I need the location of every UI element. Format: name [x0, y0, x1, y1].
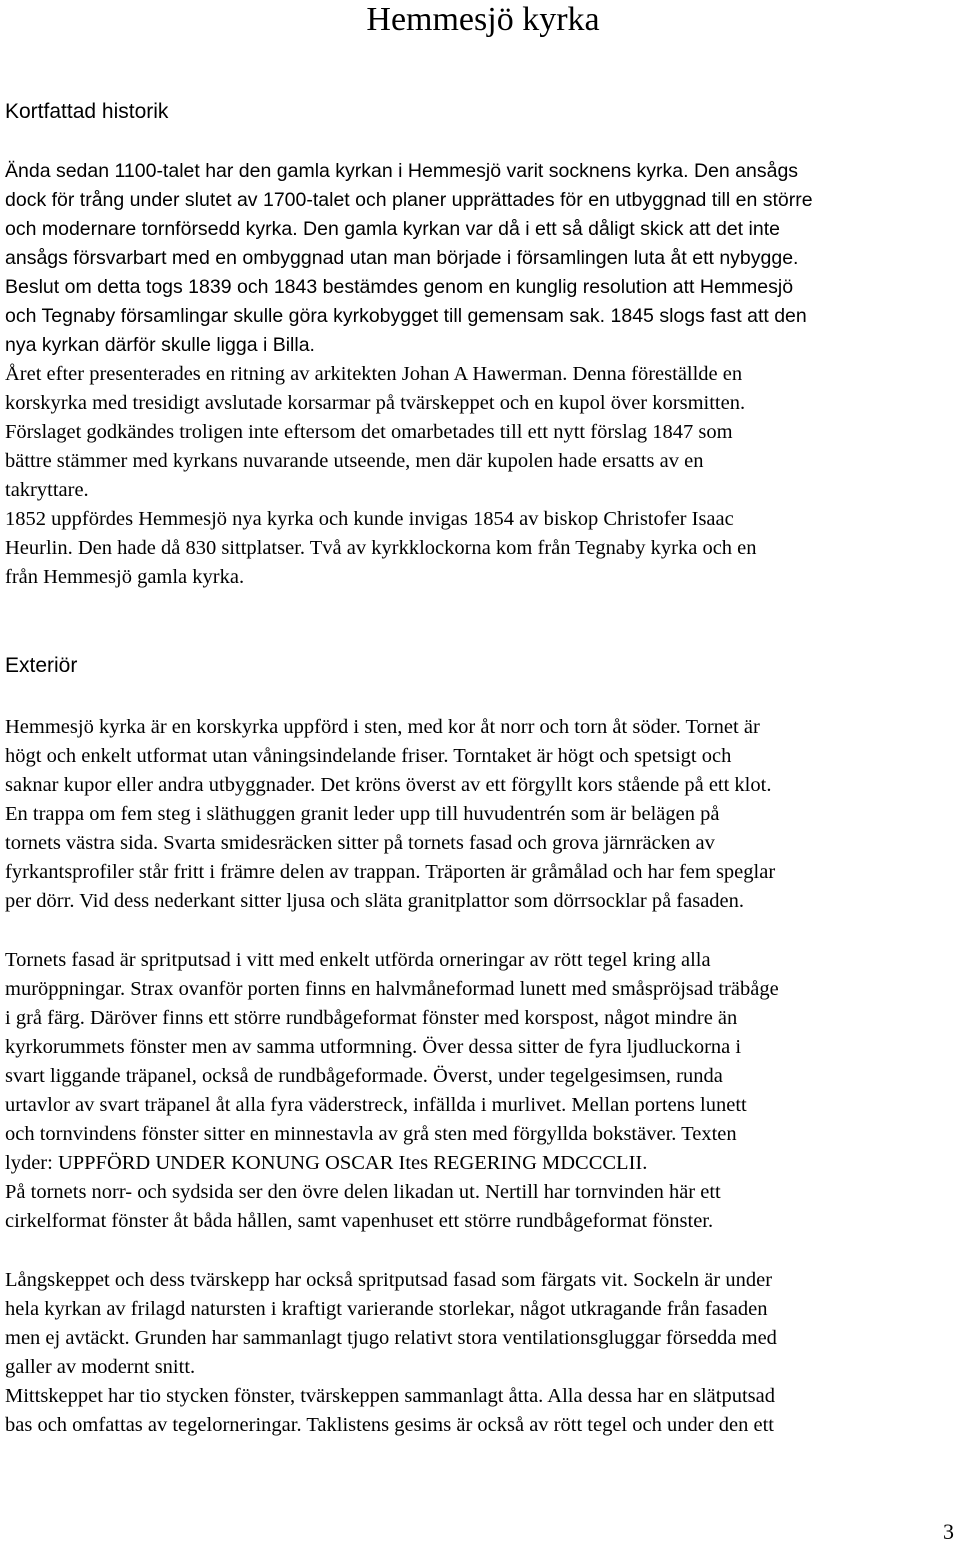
text-line: bättre stämmer med kyrkans nuvarande utseende, men där kupolen hade ersatts av en	[5, 450, 704, 472]
text-line: tornets västra sida. Svarta smidesräcken sitter på tornets fasad och grova järnräcken av	[5, 832, 715, 854]
text-line: Mittskeppet har tio stycken fönster, tvärskeppen sammanlagt åtta. Alla dessa har en slätputsad	[5, 1385, 776, 1407]
text-line: korskyrka med tresidigt avslutade korsarmar på tvärskeppet och en kupol över korsmitten.	[5, 392, 746, 414]
text-line: men ej avtäckt. Grunden har sammanlagt tjugo relativt stora ventilationsgluggar försedda med	[5, 1327, 777, 1349]
text-line: dock för trång under slutet av 1700-talet och planer upprättades för en utbyggnad till en större	[5, 189, 813, 211]
text-line: Heurlin. Den hade då 830 sittplatser. Två av kyrkklockorna kom från Tegnaby kyrka och en	[5, 537, 757, 559]
text-line: svart liggande träpanel, också de rundbågeformade. Överst, under tegelgesimsen, runda	[5, 1065, 723, 1087]
text-line: Hemmesjö kyrka är en korskyrka uppförd i sten, med kor åt norr och torn åt söder. Tornet är	[5, 716, 760, 738]
text-line: nya kyrkan därför skulle ligga i Billa.	[5, 334, 315, 356]
page-title: Hemmesjö kyrka	[366, 1, 600, 38]
text-line: Långskeppet och dess tvärskepp har också spritputsad fasad som färgats vit. Sockeln är under	[5, 1269, 773, 1291]
text-line: i grå färg. Däröver finns ett större rundbågeformat fönster med korspost, något mindre än	[5, 1007, 738, 1029]
paragraph-exterior-2	[5, 946, 779, 1236]
text-line: och modernare tornförsedd kyrka. Den gamla kyrkan var då i ett så dåligt skick att det inte	[5, 218, 780, 240]
text-line: ansågs försvarbart med en ombyggnad utan man började i församlingen luta åt ett nybygge.	[5, 247, 799, 269]
text-line: cirkelformat fönster åt båda hållen, samt vapenhuset ett större rundbågeformat fönster.	[5, 1210, 714, 1232]
text-line: lyder: UPPFÖRD UNDER KONUNG OSCAR Ites REGERING MDCCCLII.	[5, 1152, 648, 1174]
page-number: 3	[943, 1519, 954, 1544]
paragraph-exterior-3	[5, 1266, 777, 1440]
text-line: På tornets norr- och sydsida ser den övre delen likadan ut. Nertill har tornvinden här ett	[5, 1181, 721, 1203]
text-line: högt och enkelt utformat utan våningsindelande friser. Torntaket är högt och spetsigt och	[5, 745, 732, 767]
section-heading-exterior: Exteriör	[5, 654, 78, 677]
text-line: fyrkantsprofiler står fritt i främre delen av trappan. Träporten är gråmålad och har fem speglar	[5, 861, 776, 883]
text-line: 1852 uppfördes Hemmesjö nya kyrka och kunde invigas 1854 av biskop Christofer Isaac	[5, 508, 734, 530]
text-line: Året efter presenterades en ritning av arkitekten Johan A Hawerman. Denna föreställde en	[5, 363, 743, 385]
text-line: och tornvindens fönster sitter en minnestavla av grå sten med förgyllda bokstäver. Texten	[5, 1123, 737, 1145]
text-line: kyrkorummets fönster men av samma utformning. Över dessa sitter de fyra ljudluckorna i	[5, 1036, 742, 1058]
text-line: takryttare.	[5, 479, 89, 501]
section-heading-historik: Kortfattad historik	[5, 100, 169, 123]
paragraph-historik	[5, 157, 813, 592]
text-line: galler av modernt snitt.	[5, 1356, 196, 1378]
text-line: Ända sedan 1100-talet har den gamla kyrkan i Hemmesjö varit socknens kyrka. Den ansågs	[5, 160, 799, 182]
text-line: Förslaget godkändes troligen inte eftersom det omarbetades till ett nytt förslag 1847 som	[5, 421, 733, 443]
text-line: urtavlor av svart träpanel åt alla fyra väderstreck, infällda i murlivet. Mellan portens lunett	[5, 1094, 747, 1116]
text-line: hela kyrkan av frilagd natursten i kraftigt varierande storlekar, något utkragande från fasaden	[5, 1298, 768, 1320]
paragraph-exterior-1	[5, 713, 775, 916]
text-line: från Hemmesjö gamla kyrka.	[5, 566, 245, 588]
text-line: saknar kupor eller andra utbyggnader. Det kröns överst av ett förgyllt kors stående på ett klot.	[5, 774, 772, 796]
text-line: och Tegnaby församlingar skulle göra kyrkobygget till gemensam sak. 1845 slogs fast att den	[5, 305, 807, 327]
text-line: per dörr. Vid dess nederkant sitter ljusa och släta granitplattor som dörrsocklar på fasaden.	[5, 890, 745, 912]
text-line: Tornets fasad är spritputsad i vitt med enkelt utförda orneringar av rött tegel kring alla	[5, 949, 711, 971]
text-line: Beslut om detta togs 1839 och 1843 bestämdes genom en kunglig resolution att Hemmesjö	[5, 276, 794, 298]
text-line: bas och omfattas av tegelorneringar. Taklistens gesims är också av rött tegel och under den ett	[5, 1414, 774, 1436]
text-line: muröppningar. Strax ovanför porten finns en halvmåneformad lunett med småspröjsad träbåge	[5, 978, 779, 1000]
text-line: En trappa om fem steg i släthuggen granit leder upp till huvudentrén som är belägen på	[5, 803, 720, 825]
